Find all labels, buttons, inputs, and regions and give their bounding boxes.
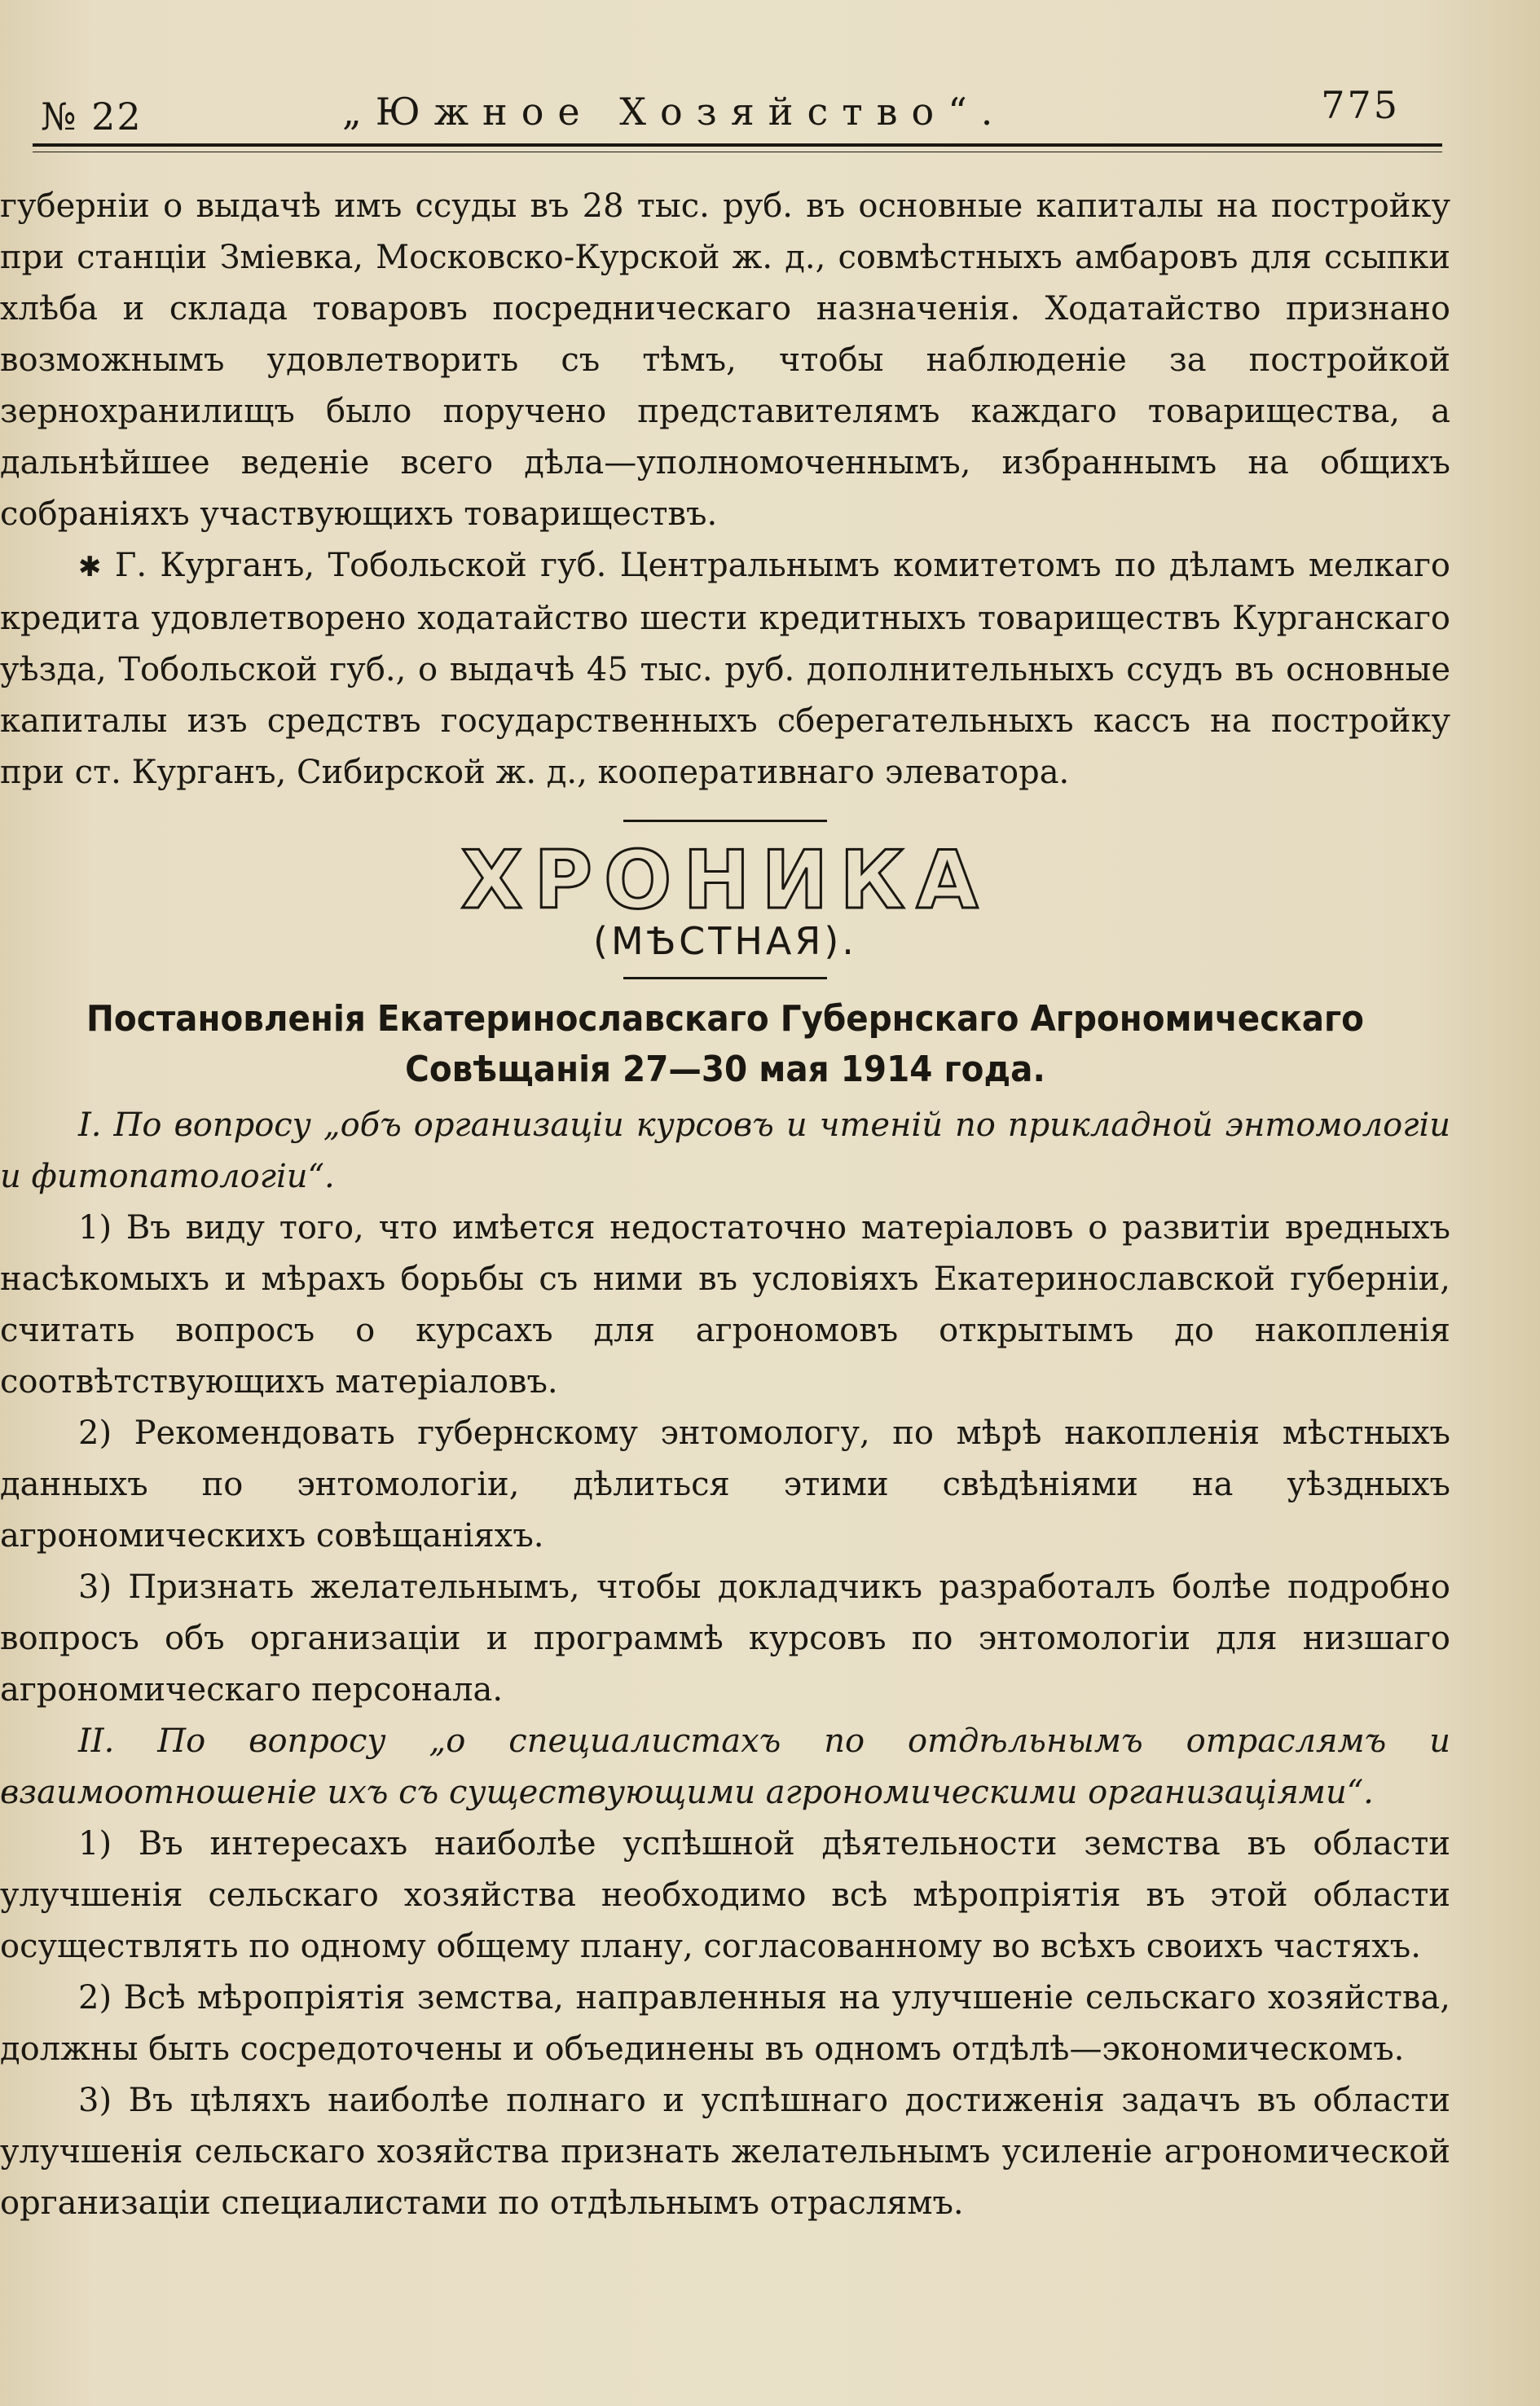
part-2-heading: II. По вопросу „о специалистахъ по отдѣльнымъ отраслямъ и взаимоотношенiе ихъ съ существующими агрономическими организацiями“. xyxy=(0,1722,1450,1811)
header-rule-thick xyxy=(33,143,1442,147)
intro-paragraph-2-text: Г. Курганъ, Тобольской губ. Центральнымъ комитетомъ по дѣламъ мелкаго кредита удовлетворено ходатайство шести кредитныхъ товариществъ Курганскаго уѣзда, Тобольской губ., о выдачѣ 45 тыс. руб. дополнительныхъ ссудъ въ основные капиталы изъ средствъ государственныхъ сберегательныхъ кассъ на постройку при ст. Курганъ, Сибирской ж. д., кооперативнаго элеватора. xyxy=(0,547,1451,791)
section-subtitle: (МѢСТНАЯ). xyxy=(593,919,857,963)
page-number: 775 xyxy=(1321,83,1400,127)
page-body xyxy=(0,181,1450,2229)
part-1-item: 1) Въ виду того, что имѣется недостаточно матерiаловъ о развитiи вредныхъ насѣкомыхъ и мѣрахъ борьбы съ ними въ условiяхъ Екатеринославской губернiи, считать вопросъ о курсахъ для агрономовъ открытымъ до накопленiя соотвѣтствующихъ матерiаловъ. xyxy=(0,1209,1450,1401)
part-2-item: 2) Всѣ мѣропрiятiя земства, направленныя на улучшенiе сельскаго хозяйства, должны быть сосредоточены и объединены въ одномъ отдѣлѣ—экономическомъ. xyxy=(0,1979,1450,2068)
intro-paragraph-1: губернiи о выдачѣ имъ ссуды въ 28 тыс. руб. въ основные капиталы на постройку при станцiи Змiевка, Московско-Курской ж. д., совмѣстныхъ амбаровъ для ссыпки хлѣба и склада товаровъ посредническаго назначенiя. Ходатайство признано возможнымъ удовлетворить съ тѣмъ, чтобы наблюденiе за постройкой зернохранилищъ было поручено представителямъ каждаго товарищества, а дальнѣйшее веденiе всего дѣла—уполномоченнымъ, избраннымъ на общихъ собранiяхъ участвующихъ товариществъ. xyxy=(0,187,1450,533)
part-2-item: 1) Въ интересахъ наиболѣе успѣшной дѣятельности земства въ области улучшенiя сельскаго хозяйства необходимо всѣ мѣропрiятiя въ этой области осуществлять по одному общему плану, согласованному во всѣхъ своихъ частяхъ. xyxy=(0,1825,1450,1965)
journal-title: „Южное Хозяйство“. xyxy=(342,90,1007,134)
article-title-line-2: Совѣщанiя 27—30 мая 1914 года. xyxy=(405,1049,1045,1090)
section-rule-bottom xyxy=(623,977,827,979)
article-title-line-1: Постановленiя Екатеринославскаго Губернскаго Агрономическаго xyxy=(86,998,1364,1040)
section-rule-top xyxy=(623,820,827,822)
running-header xyxy=(33,78,1450,147)
article-title xyxy=(58,994,1393,1095)
part-2-item: 3) Въ цѣляхъ наиболѣе полнаго и успѣшнаго достиженiя задачъ въ области улучшенiя сельскаго хозяйства признать желательнымъ усиленiе агрономической организацiи специалистами по отдѣльнымъ отраслямъ. xyxy=(0,2082,1450,2222)
part-1-item: 3) Признать желательнымъ, чтобы докладчикъ разработалъ болѣе подробно вопросъ объ организацiи и программѣ курсовъ по энтомологiи для низшаго агрономическаго персонала. xyxy=(0,1568,1450,1709)
issue-number: № 22 xyxy=(41,95,143,139)
section-title: ХРОНИКА xyxy=(460,834,990,927)
part-1-item: 2) Рекомендовать губернскому энтомологу, по мѣрѣ накопленiя мѣстныхъ данныхъ по энтомологiи, дѣлиться этими свѣдѣнiями на уѣздныхъ агрономическихъ совѣщанiяхъ. xyxy=(0,1414,1450,1555)
part-1-heading: I. По вопросу „объ организацiи курсовъ и чтенiй по прикладной энтомологiи и фитопатологiи“. xyxy=(0,1106,1450,1195)
intro-paragraph-2 xyxy=(0,540,1450,798)
asterisk-icon: ✱ xyxy=(78,551,102,583)
